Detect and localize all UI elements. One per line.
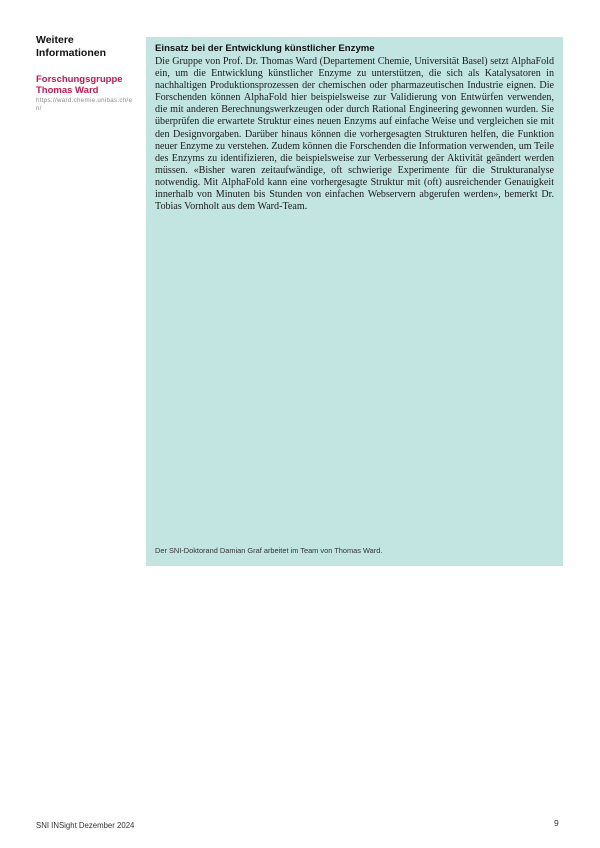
box-body-text: Die Gruppe von Prof. Dr. Thomas Ward (Departement Chemie, Universität Basel) setzt AlphaFold ein, um die Entwicklung künstlicher Enzyme zu unterstützen, die sich als Katalysatoren in nachhaltigen Produktionsprozessen der chemischen oder pharmazeutischen Industrie eignen. Die Forschenden können AlphaFold hier beispielsweise zur Validierung von Entwürfen verwenden, die mit anderen Berechnungswerkzeugen oder durch Rational Engineering gewonnen wurden. Sie überprüfen die erwartete Struktur eines neuen Enzyms auf einfache Weise und vergleichen sie mit den Designvorgaben. Darüber hinaus können die vorhergesagten Strukturen helfen, die Funktion neuer Enzyme zu verstehen. Zudem können die Forschenden die Information verwenden, um Teile des Enzyms zu identifizieren, die beispielsweise zur Verbesserung der Aktivität geändert werden müssen. «Bisher waren zeitaufwändige, oft schwierige Experimente für die Strukturanalyse notwendig. Mit AlphaFold kann eine vorhergesagte Struktur mit (oft) ausreichender Genauigkeit innerhalb von Minuten bis Stunden von einfachen Webservern abgerufen werden», bemerkt Dr. Tobias Vornholt aus dem Ward-Team. — [155, 56, 554, 213]
photo-caption: Der SNI-Doktorand Damian Graf arbeitet im Team von Thomas Ward. — [155, 546, 383, 555]
sidebar-heading — [36, 34, 134, 60]
page-number: 9 — [554, 818, 559, 828]
research-group-label — [36, 74, 134, 96]
sidebar-heading-line1: Weitere — [36, 34, 74, 46]
info-box — [146, 37, 563, 566]
research-group-line2: Thomas Ward — [36, 85, 99, 96]
research-group-link[interactable]: https://ward.chemie.unibas.ch/en/ — [36, 97, 133, 112]
footer-publication: SNI INSight Dezember 2024 — [36, 821, 135, 830]
sidebar-heading-line2: Informationen — [36, 47, 106, 59]
box-title: Einsatz bei der Entwicklung künstlicher Enzyme — [155, 43, 375, 54]
further-information-sidebar — [36, 34, 134, 113]
research-group-line1: Forschungsgruppe — [36, 74, 123, 85]
